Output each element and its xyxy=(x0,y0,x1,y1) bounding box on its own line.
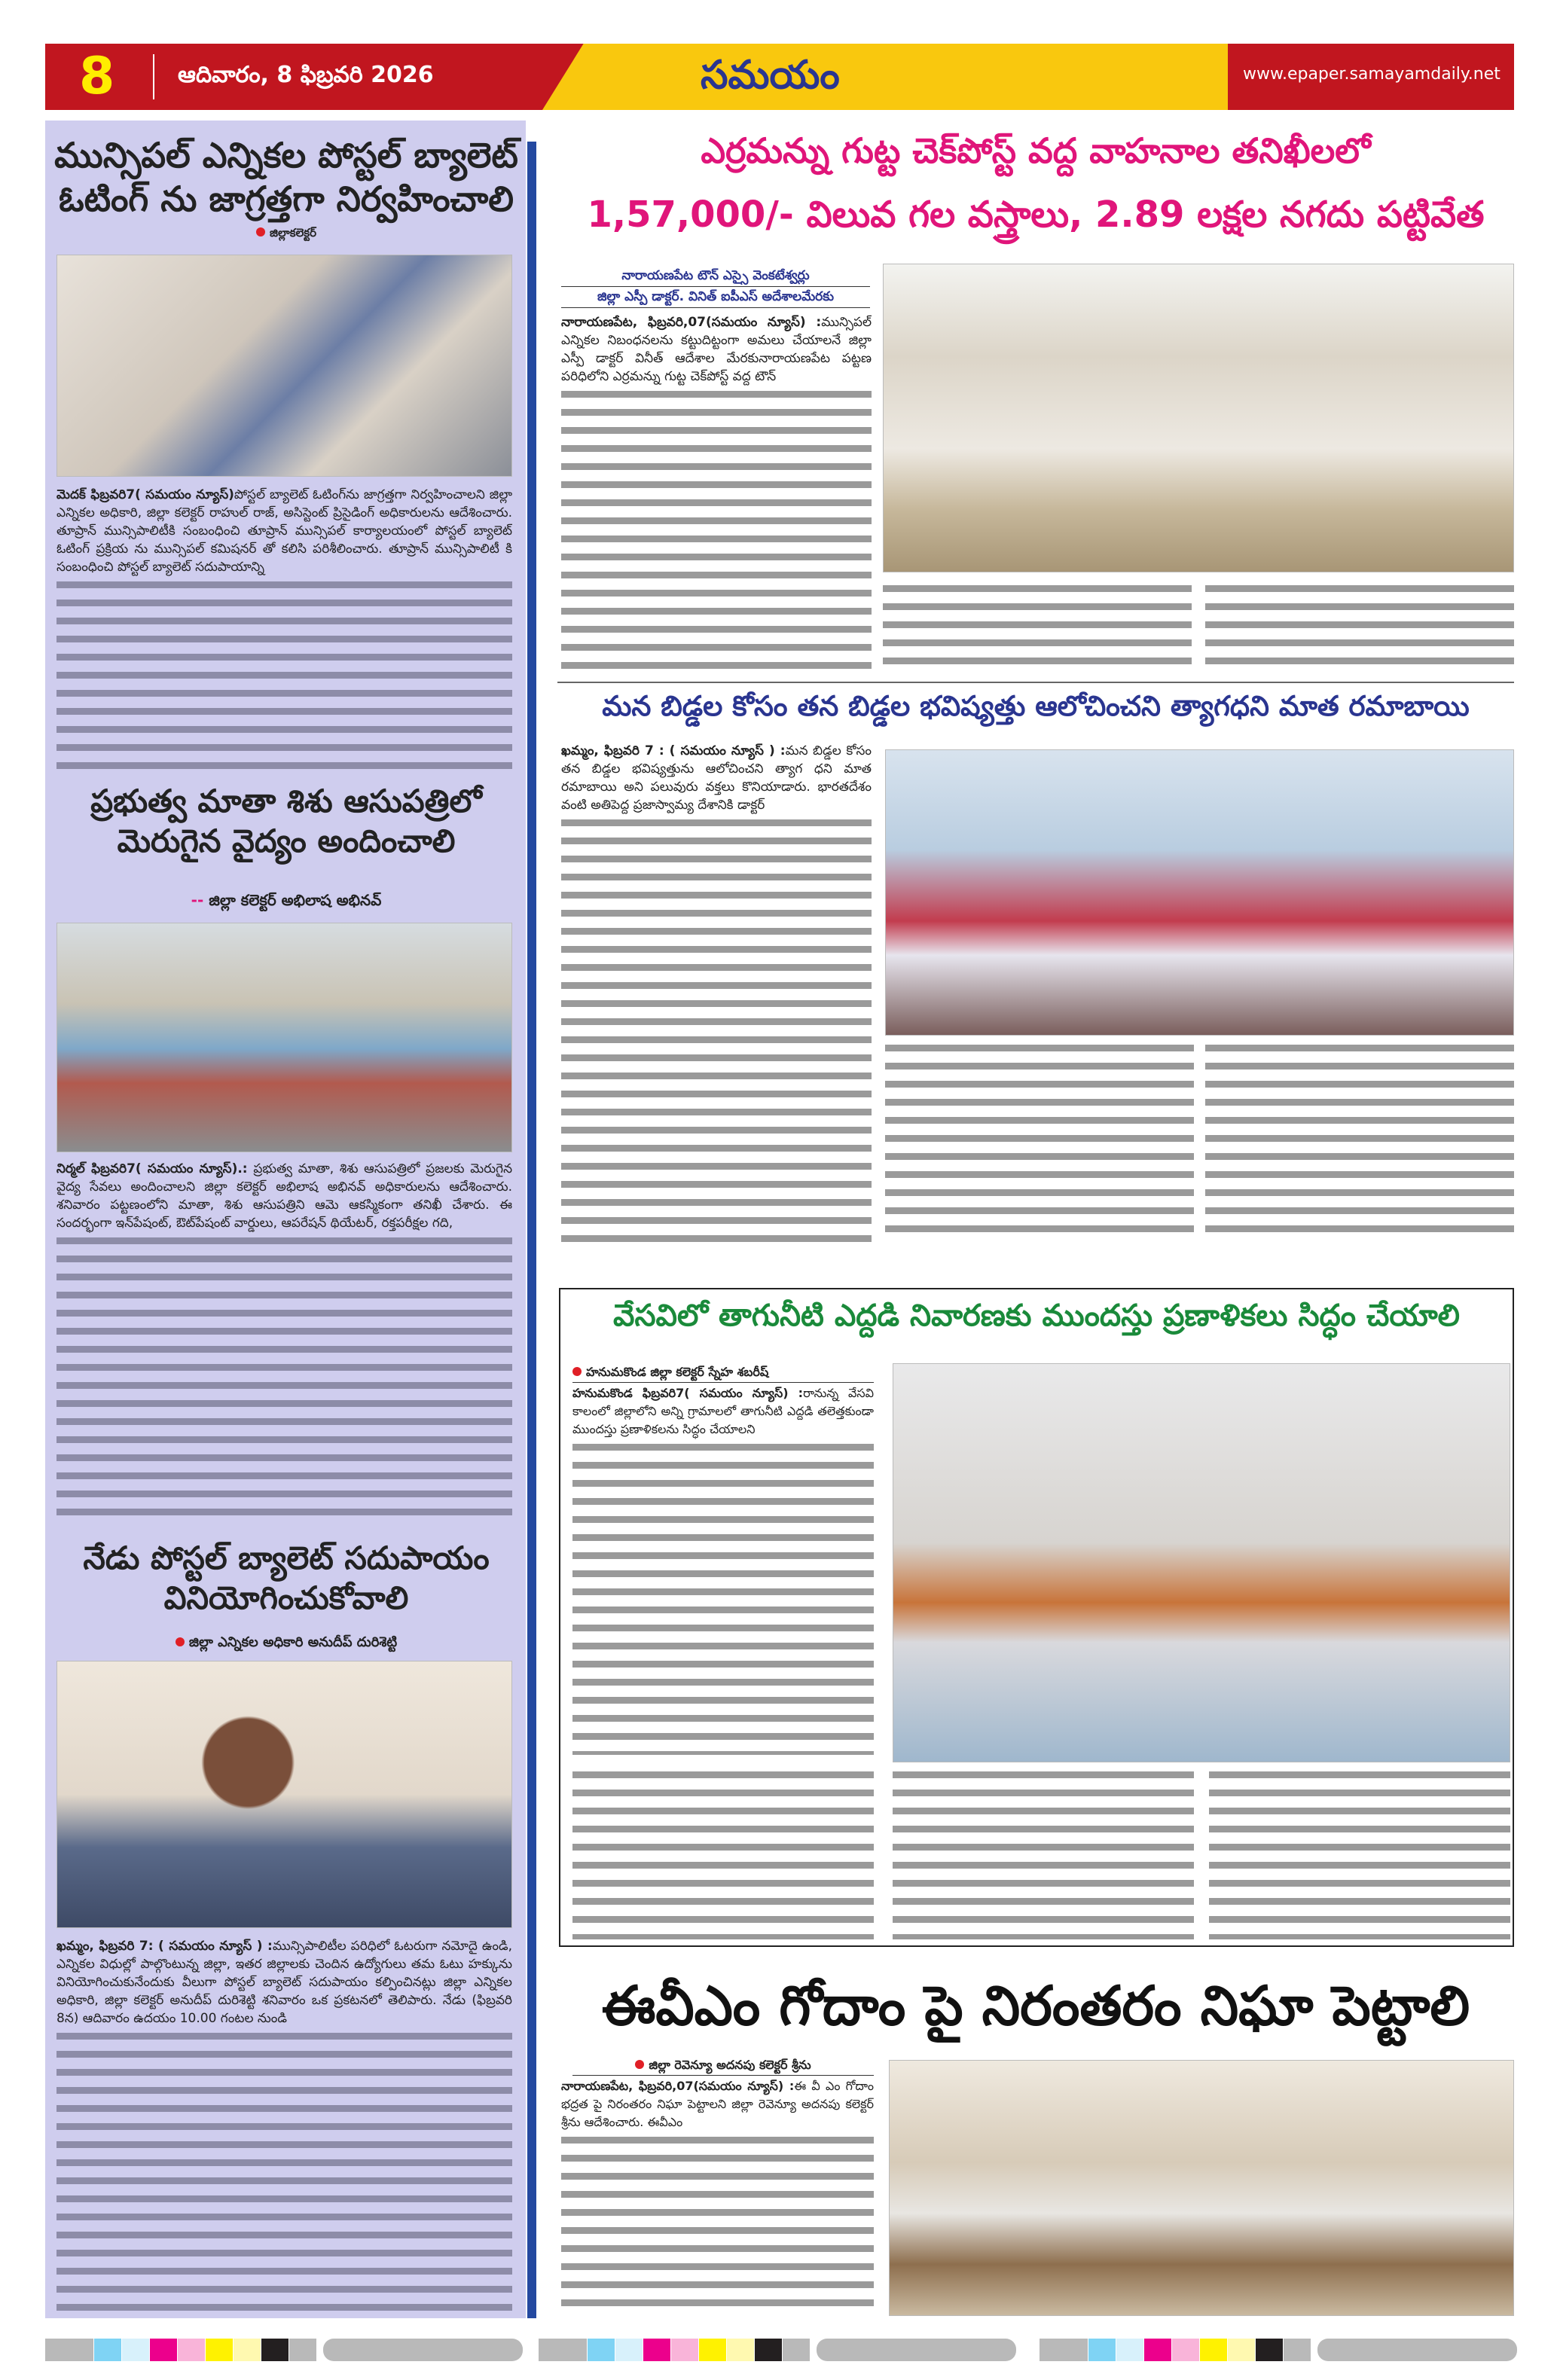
subhead-dash: -- xyxy=(191,891,204,909)
color-swatch xyxy=(783,2339,810,2361)
color-swatch xyxy=(1144,2339,1171,2361)
byline-text: హనుమకొండ జిల్లా కలెక్టర్ స్నేహ శబరీష్ xyxy=(586,1365,769,1379)
body-text: ఈ వీ ఎం గోదాం భద్రత పై నిరంతరం నిఘా పెట్టాలని జిల్లా రెవెన్యూ అదనపు కలెక్టర్ శ్రీను ఆదేశించారు. ఈవీఎం xyxy=(561,2079,874,2129)
byline: నారాయణపేట టౌన్ ఎస్సై వెంకటేశ్వర్లు xyxy=(561,268,870,287)
color-swatch xyxy=(1228,2339,1255,2361)
divider xyxy=(153,54,154,99)
byline: జిల్లా ఎస్పీ డాక్టర్. వినిత్ ఐపీఎస్ అదేశాలమేరకు xyxy=(561,289,870,308)
article-body xyxy=(561,742,872,1243)
meeting-photo xyxy=(893,1363,1510,1762)
article-body xyxy=(56,1160,512,1529)
color-swatch xyxy=(643,2339,670,2361)
text-continuation xyxy=(56,2028,512,2314)
article-photo xyxy=(56,923,512,1152)
dateline: ఖమ్మం, ఫిబ్రవరి 7: ( సమయం న్యూస్ ) : xyxy=(56,1939,273,1954)
color-swatch xyxy=(588,2339,615,2361)
epaper-url[interactable]: www.epaper.samayamdaily.net xyxy=(1243,65,1501,84)
color-swatch xyxy=(1040,2339,1088,2361)
color-swatch xyxy=(289,2339,316,2361)
color-swatch xyxy=(261,2339,289,2361)
byline-text: జిల్లా రెవెన్యూ అదనపు కలెక్టర్ శ్రీను xyxy=(649,2058,811,2072)
text-continuation xyxy=(561,814,872,1243)
subhead-text: జిల్లాకలెక్టర్ xyxy=(270,226,316,240)
article-subhead xyxy=(53,1634,520,1653)
article-headline: ఈవీఎం గోదాం పై నిరంతరం నిఘా పెట్టాలి xyxy=(601,1974,1470,2037)
color-swatch xyxy=(699,2339,726,2361)
color-swatch xyxy=(94,2339,121,2361)
article-photo xyxy=(56,1661,512,1928)
article-body xyxy=(56,1937,512,2314)
article-subhead xyxy=(53,226,520,243)
color-swatch xyxy=(615,2339,643,2361)
article-body xyxy=(561,313,872,671)
article-headline: మున్సిపల్ ఎన్నికల పోస్టల్ బ్యాలెట్ ఓటింగ్ ను జాగ్రత్తగా నిర్వహించాలి xyxy=(54,135,518,219)
bullet-icon xyxy=(256,227,265,236)
masthead-brand-band xyxy=(542,44,1228,110)
color-swatch xyxy=(206,2339,233,2361)
text-continuation xyxy=(56,1232,512,1518)
ramabai-event-photo xyxy=(885,749,1514,1036)
text-continuation xyxy=(572,1439,874,1755)
color-swatch xyxy=(45,2339,93,2361)
color-swatch xyxy=(122,2339,149,2361)
dateline: ఖమ్మం, ఫిబ్రవరి 7 : ( సమయం న్యూస్ ) : xyxy=(561,743,786,758)
article-headline: వేసవిలో తాగునీటి ఎద్దడి నివారణకు ముందస్తు ప్రణాళికలు సిద్ధం చేయాలి xyxy=(613,1298,1460,1333)
color-swatch xyxy=(1256,2339,1283,2361)
color-swatch xyxy=(1200,2339,1227,2361)
text-continuation xyxy=(893,1766,1194,1939)
article-headline: మన బిడ్డల కోసం తన బిడ్డల భవిష్యత్తు ఆలోచించని త్యాగధని మాత రమాబాయి xyxy=(602,690,1470,722)
article-photo xyxy=(56,255,512,477)
dateline: నారాయణపేట, ఫిబ్రవరి,07(సమయం న్యూస్) : xyxy=(561,2079,795,2093)
checkpost-photo xyxy=(883,264,1514,572)
body-text: ప్రభుత్వ మాతా, శిశు ఆసుపత్రిలో ప్రజలకు మెరుగైన వైద్య సేవలు అందించాలని జిల్లా కలెక్టర్ అభిలాష అభినవ్ అధికారులను ఆదేశించారు. శనివారం పట్టణంలోని మాతా, శిశు ఆసుపత్రిని ఆమె ఆకస్మికంగా తనిఖీ చేశారు. ఈ సందర్భంగా ఇన్‌పేషంట్, ఔట్‌పేషంట్ వార్డులు, ఆపరేషన్ థియేటర్, రక్తపరీక్షల గది, xyxy=(56,1161,512,1231)
newspaper-logo: సమయం xyxy=(701,53,840,98)
color-swatch xyxy=(727,2339,754,2361)
color-swatch xyxy=(234,2339,261,2361)
color-swatch xyxy=(671,2339,698,2361)
lead-headline-2: 1,57,000/- విలువ గల వస్త్రాలు, 2.89 లక్షల నగదు పట్టివేత xyxy=(587,194,1485,236)
text-continuation xyxy=(1205,580,1514,670)
text-continuation xyxy=(1209,1766,1510,1939)
issue-date: ఆదివారం, 8 ఫిబ్రవరి 2026 xyxy=(178,62,434,88)
color-swatch xyxy=(1284,2339,1311,2361)
body-text: మున్సిపాలిటీల పరిధిలో ఓటరుగా నమోదై ఉండి, ఎన్నికల విధుల్లో పాల్గొంటున్న జిల్లా, ఇతర జిల్లాలకు చెందిన ఉద్యోగులు తమ ఓటు హక్కును వినియోగించుకునేందుకు వీలుగా పోస్టల్ బ్యాలెట్ సదుపాయం కల్పించినట్లు జిల్లా ఎన్నికల అధికారి, జిల్లా కలెక్టర్ అనుదీప్ దురిశెట్టి శనివారం ఒక ప్రకటనలో తెలిపారు. నేడు (ఫిబ్రవరి 8న) ఆదివారం ఉదయం 10.00 గంటల నుండి xyxy=(56,1939,512,2026)
article-body xyxy=(561,2077,874,2314)
text-continuation xyxy=(561,386,872,671)
color-swatch xyxy=(1088,2339,1116,2361)
bullet-icon xyxy=(635,2060,644,2069)
page-number: 8 xyxy=(79,47,115,106)
gray-pill-swatch xyxy=(1317,2339,1517,2361)
text-continuation xyxy=(56,576,512,772)
subhead-text: జిల్లా ఎన్నికల అధికారి అనుదీప్ దురిశెట్టి xyxy=(188,1634,398,1650)
gray-pill-swatch xyxy=(817,2339,1016,2361)
bullet-icon xyxy=(572,1367,582,1376)
text-continuation xyxy=(883,580,1192,670)
color-swatch xyxy=(755,2339,782,2361)
byline xyxy=(572,2058,874,2076)
subhead-text: జిల్లా కలెక్టర్ అభిలాష అభినవ్ xyxy=(209,891,382,909)
article-headline: ప్రభుత్వ మాతా శిశు ఆసుపత్రిలో మెరుగైన వైద్యం అందించాలి xyxy=(90,783,482,859)
body-text: రానున్న వేసవి కాలంలో జిల్లాలోని అన్ని గ్రామాలలో తాగునీటి ఎద్దడి తలెత్తకుండా ముందస్తు ప్రణాళికలను సిద్ధం చేయాలని xyxy=(572,1386,874,1436)
text-continuation xyxy=(572,1766,874,1939)
color-swatch xyxy=(150,2339,177,2361)
dateline: మెదక్ ఫిబ్రవరి7( సమయం న్యూస్) xyxy=(56,487,234,502)
text-continuation xyxy=(561,2131,874,2314)
dateline: హనుమకొండ ఫిబ్రవరి7( సమయం న్యూస్) : xyxy=(572,1386,804,1400)
lead-headline: ఎర్రమన్ను గుట్ట చెక్‌పోస్ట్ వద్ద వాహనాల తనిఖీలలో xyxy=(701,130,1371,171)
text-continuation xyxy=(885,1039,1194,1239)
column-divider xyxy=(527,142,536,2318)
body-text: పోస్టల్ బ్యాలెట్ ఓటింగ్‌ను జాగ్రత్తగా నిర్వహించాలని జిల్లా ఎన్నికల అధికారి, జిల్లా కలెక్టర్ రాహుల్ రాజ్, అసిస్టెంట్ ప్రిసైడింగ్ అధికారులను ఆదేశించారు. తూప్రాన్ మున్సిపాలిటీకి సంబంధించి తూప్రాన్ మున్సిపల్ కార్యాలయంలో పోస్టల్ బ్యాలెట్ ఓటింగ్ ప్రక్రియ ను మున్సిపల్ కమిషనర్ తో కలిసి పరిశీలించారు. తూప్రాన్ మున్సిపాలిటీ కి సంబంధించి పోస్టల్ బ్యాలెట్ సదుపాయాన్ని xyxy=(56,487,512,575)
color-swatch xyxy=(539,2339,587,2361)
byline xyxy=(572,1365,874,1383)
dateline: నిర్మల్ ఫిబ్రవరి7( సమయం న్యూస్).: xyxy=(56,1161,248,1176)
body-text: మన బిడ్డల కోసం తన బిడ్డల భవిష్యత్తును ఆలోచించని త్యాగ ధని మాత రమాబాయి అని పలువురు వక్తలు కొనియాడారు. భారతదేశం వంటి అతిపెద్ద ప్రజాస్వామ్య దేశానికి డాక్టర్ xyxy=(561,743,872,813)
body-text: మున్సిపల్ ఎన్నికల నిబంధనలను కట్టుదిట్టంగా అమలు చేయాలనే జిల్లా ఎస్పీ డాక్టర్ వినీత్ ఆదేశాల మేరకునారాయణపేట పట్టణ పరిధిలోని ఎర్రమన్ను గుట్ట చెక్‌పోస్ట్ వద్ద టౌన్ xyxy=(561,315,872,384)
gray-pill-swatch xyxy=(323,2339,523,2361)
bullet-icon xyxy=(176,1637,185,1646)
evm-godown-photo xyxy=(889,2060,1514,2316)
article-subhead xyxy=(53,891,520,913)
article-body xyxy=(572,1384,874,1761)
color-swatch xyxy=(1116,2339,1143,2361)
dateline: నారాయణపేట, ఫిబ్రవరి,07(సమయం న్యూస్) : xyxy=(561,315,822,330)
color-swatch xyxy=(178,2339,205,2361)
text-continuation xyxy=(1205,1039,1514,1239)
color-swatch xyxy=(1172,2339,1199,2361)
article-headline: నేడు పోస్టల్ బ్యాలెట్ సదుపాయం వినియోగించుకోవాలి xyxy=(83,1539,490,1616)
article-body xyxy=(56,486,512,776)
divider xyxy=(557,682,1514,683)
